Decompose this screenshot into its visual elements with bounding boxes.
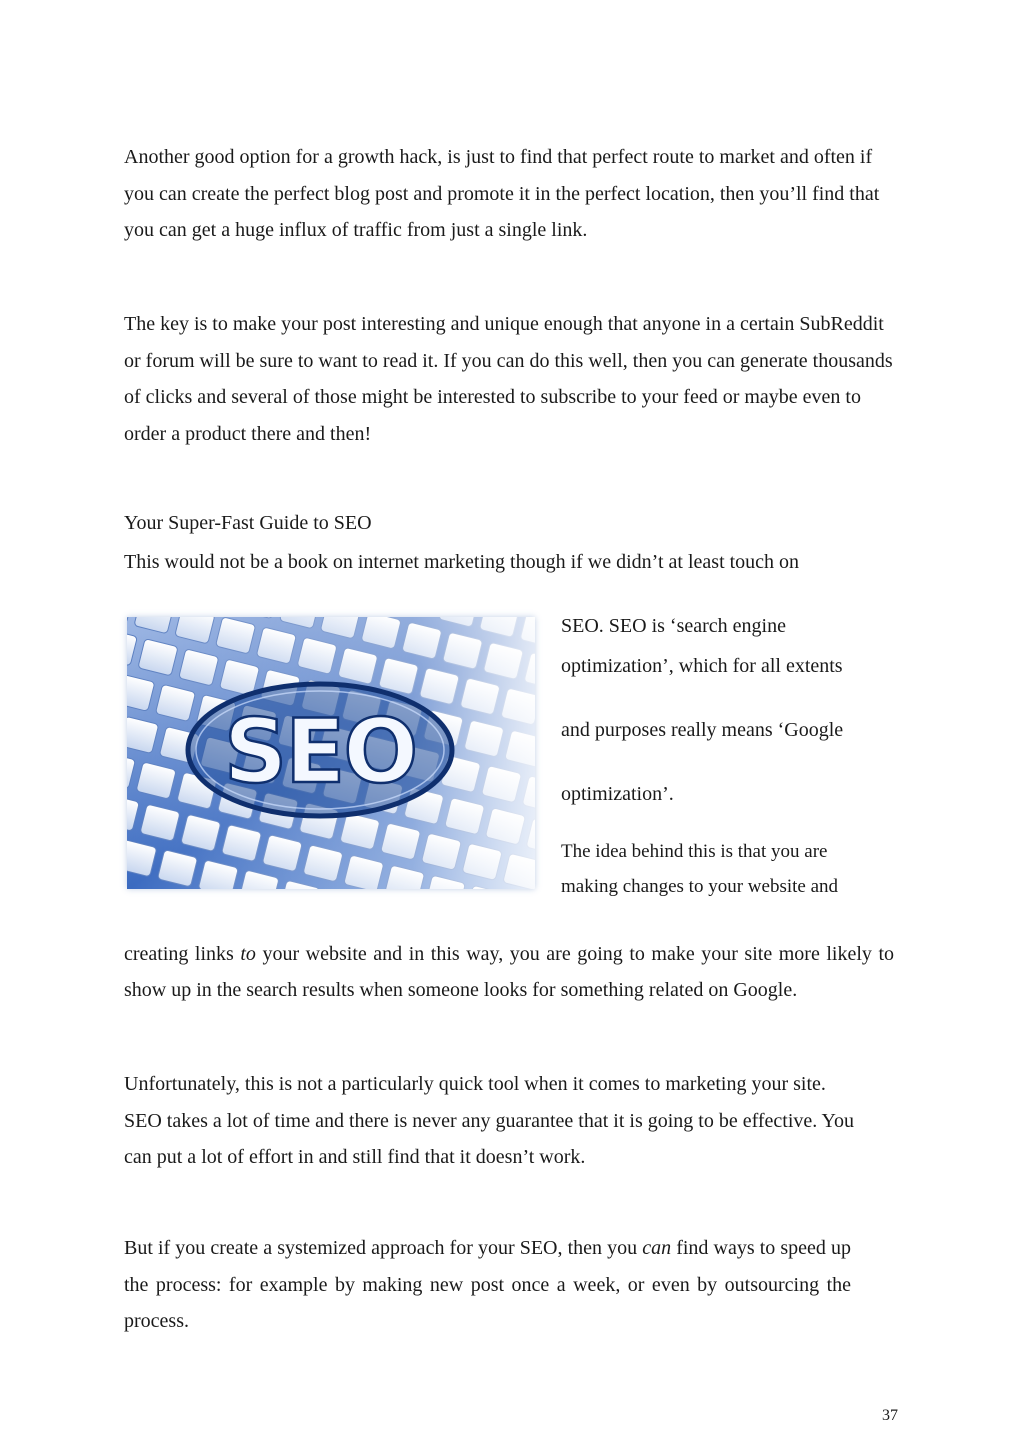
systemized-text-1: But if you create a systemized approach for your SEO, then you <box>124 1237 643 1259</box>
paragraph-route-to-market: Another good option for a growth hack, is just to find that perfect route to market and often if you can create the perfect blog post and promote it in the perfect location, then you’ll find that you can get a huge influx of traffic from just a single link. <box>124 146 880 241</box>
paragraph-creating-links <box>124 937 894 1008</box>
side-line-3: and purposes really means ‘Google <box>561 719 844 741</box>
page-number: 37 <box>882 1407 898 1424</box>
creating-links-emphasis: to <box>240 943 256 965</box>
side-line-1: SEO. SEO is ‘search engine <box>561 615 786 637</box>
seo-logo-text: SEO <box>223 700 417 803</box>
paragraph-systemized-approach <box>124 1230 851 1340</box>
side-paragraph-idea: The idea behind this is that you are making changes to your website and <box>561 841 839 897</box>
systemized-emphasis: can <box>642 1237 672 1259</box>
systemized-text-2: find ways to speed up the process: for example by making new post once a week, or even by outsourcing the process. <box>124 1237 851 1332</box>
paragraph-intro-seo: This would not be a book on internet marketing though if we didn’t at least touch on <box>124 551 800 573</box>
paragraph-unfortunately: Unfortunately, this is not a particularly quick tool when it comes to marketing your site. SEO takes a lot of time and there is never any guarantee that it is going to be effective. You can put a lot of effort in and still find that it doesn’t work. <box>124 1073 854 1168</box>
paragraph-post-interesting: The key is to make your post interesting and unique enough that anyone in a certain SubReddit or forum will be sure to want to read it. If you can do this well, then you can generate thousands of clicks and several of those might be interested to subscribe to your feed or maybe even to order a product there and then! <box>124 313 893 445</box>
creating-links-text-1: creating links <box>124 943 241 965</box>
section-heading: Your Super-Fast Guide to SEO <box>124 512 372 534</box>
side-line-2: optimization’, which for all extents <box>561 655 843 677</box>
creating-links-text-2: your website and in this way, you are going to make your site more likely to show up in the search results when someone looks for something related on Google. <box>124 943 894 1001</box>
seo-keyboard-image <box>127 617 535 889</box>
side-line-4: optimization’. <box>561 783 674 805</box>
